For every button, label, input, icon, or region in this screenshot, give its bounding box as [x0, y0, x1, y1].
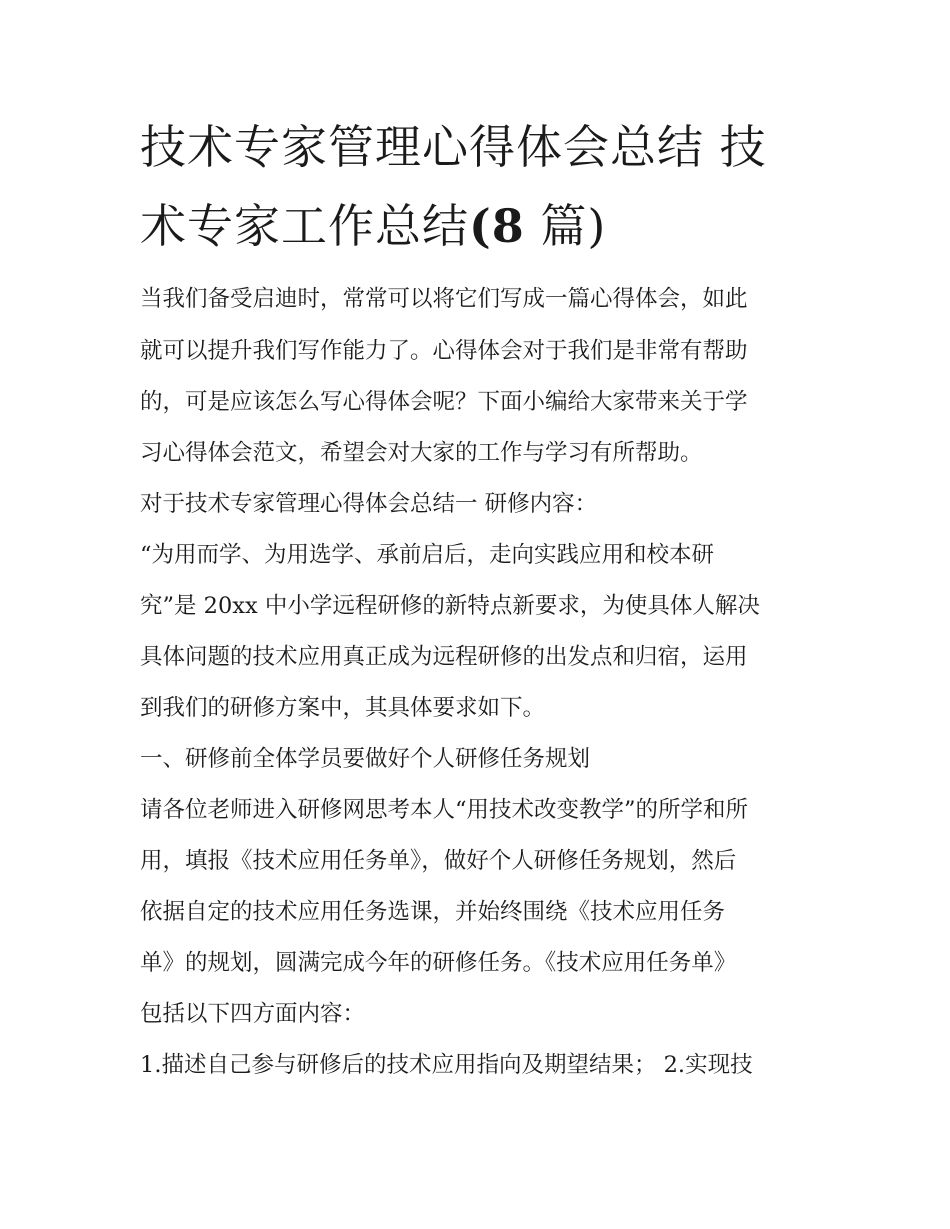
- body-line: 习心得体会范文，希望会对大家的工作与学习有所帮助。: [140, 440, 703, 466]
- body-line: 具体问题的技术应用真正成为远程研修的出发点和归宿，运用: [140, 644, 748, 670]
- body-line: 就可以提升我们写作能力了。心得体会对于我们是非常有帮助: [140, 338, 748, 364]
- body-line: 包括以下四方面内容：: [140, 1001, 366, 1027]
- document-title-line-1: 技术专家管理心得体会总结 技: [140, 120, 767, 174]
- body-line: 单》的规划，圆满完成今年的研修任务。《技术应用任务单》: [140, 950, 737, 976]
- body-line: 当我们备受启迪时，常常可以将它们写成一篇心得体会，如此: [140, 286, 748, 312]
- title-count: (8: [469, 199, 525, 253]
- body-line: 请各位老师进入研修网思考本人“用技术改变教学”的所学和所: [140, 797, 749, 823]
- body-line: 依据自定的技术应用任务选课，并始终围绕《技术应用任务: [140, 899, 726, 925]
- section-heading: 对于技术专家管理心得体会总结一 研修内容：: [140, 491, 598, 517]
- body-line: 究”是 20xx 中小学远程研修的新特点新要求，为使具体人解决: [140, 593, 760, 619]
- section-heading: 一、研修前全体学员要做好个人研修任务规划: [140, 746, 591, 772]
- body-line: 用，填报《技术应用任务单》，做好个人研修任务规划，然后: [140, 848, 737, 874]
- body-line: 1.描述自己参与研修后的技术应用指向及期望结果； 2.实现技: [140, 1052, 753, 1078]
- document-title-line-2: [140, 199, 820, 253]
- body-line: 到我们的研修方案中，其具体要求如下。: [140, 695, 546, 721]
- body-line: “为用而学、为用选学、承前启后，走向实践应用和校本研: [140, 542, 715, 568]
- title-text: 术专家工作总结: [140, 199, 469, 253]
- title-end: 篇): [524, 199, 607, 253]
- body-line: 的，可是应该怎么写心得体会呢？下面小编给大家带来关于学: [140, 389, 748, 415]
